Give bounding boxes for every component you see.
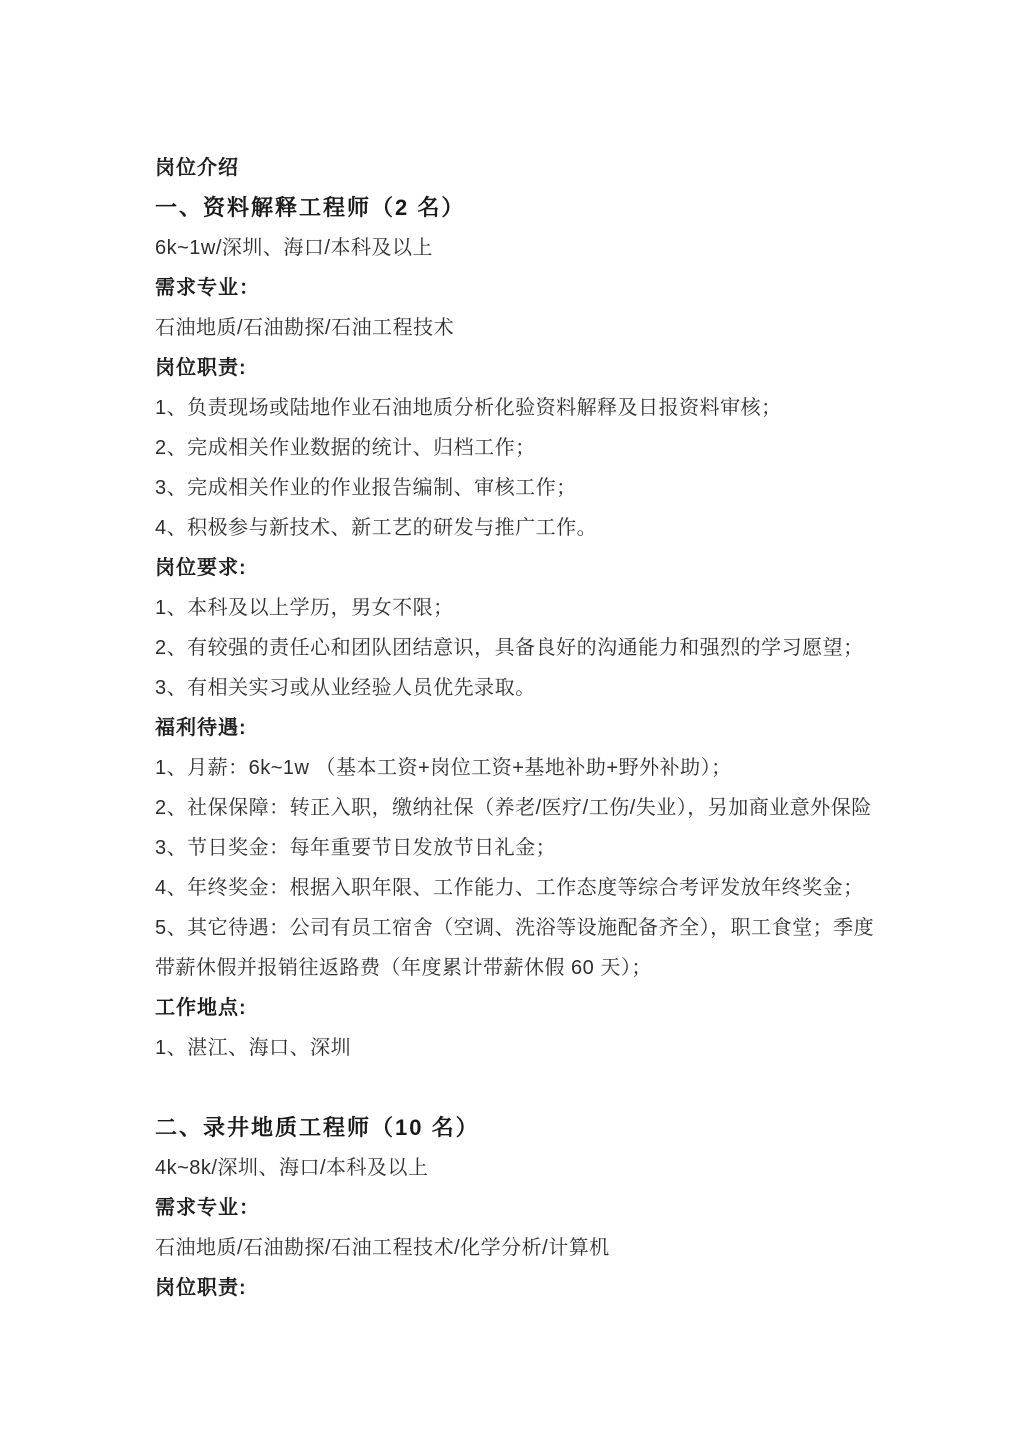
job1-location-item: 1、湛江、海口、深圳 bbox=[155, 1037, 352, 1059]
job1-benefit-item: 3、节日奖金：每年重要节日发放节日礼金； bbox=[155, 837, 557, 859]
job1-benefit-item: 5、其它待遇：公司有员工宿舍（空调、洗浴等设施配备齐全），职工食堂；季度 bbox=[155, 917, 875, 939]
job1-benefits-heading: 福利待遇: bbox=[155, 717, 247, 739]
job1-duties-heading: 岗位职责: bbox=[155, 357, 247, 379]
job1-requirements-heading: 岗位要求: bbox=[155, 557, 247, 579]
job1-requirement-item: 3、有相关实习或从业经验人员优先录取。 bbox=[155, 677, 536, 699]
job2-majors-heading: 需求专业： bbox=[155, 1197, 260, 1219]
job1-benefit-item: 1、月薪：6k~1w （基本工资+岗位工资+基地补助+野外补助）； bbox=[155, 757, 732, 779]
document-title: 岗位介绍 bbox=[155, 157, 239, 179]
job1-duty-item: 3、完成相关作业的作业报告编制、审核工作； bbox=[155, 477, 577, 499]
section-spacer bbox=[155, 1068, 945, 1108]
job1-benefit-item: 4、年终奖金：根据入职年限、工作能力、工作态度等综合考评发放年终奖金； bbox=[155, 877, 864, 899]
job2-title: 二、录井地质工程师（10 名） bbox=[155, 1115, 480, 1140]
job1-location-heading: 工作地点: bbox=[155, 997, 247, 1019]
job2-duties-heading: 岗位职责: bbox=[155, 1277, 247, 1299]
job1-duty-item: 1、负责现场或陆地作业石油地质分析化验资料解释及日报资料审核； bbox=[155, 397, 782, 419]
job2-summary: 4k~8k/深圳、海口/本科及以上 bbox=[155, 1157, 429, 1179]
job-description-document bbox=[155, 148, 945, 1308]
job1-title: 一、资料解释工程师（2 名） bbox=[155, 195, 466, 220]
job1-requirement-item: 1、本科及以上学历，男女不限； bbox=[155, 597, 454, 619]
job1-benefit-item: 2、社保保障：转正入职，缴纳社保（养老/医疗/工伤/失业），另加商业意外保险 bbox=[155, 797, 872, 819]
job1-duty-item: 2、完成相关作业数据的统计、归档工作； bbox=[155, 437, 536, 459]
job1-summary: 6k~1w/深圳、海口/本科及以上 bbox=[155, 237, 433, 259]
job1-benefit-item-continuation: 带薪休假并报销往返路费（年度累计带薪休假 60 天）； bbox=[155, 957, 652, 979]
job2-majors: 石油地质/石油勘探/石油工程技术/化学分析/计算机 bbox=[155, 1237, 610, 1259]
job1-duty-item: 4、积极参与新技术、新工艺的研发与推广工作。 bbox=[155, 517, 598, 539]
job1-majors: 石油地质/石油勘探/石油工程技术 bbox=[155, 317, 455, 339]
job1-requirement-item: 2、有较强的责任心和团队团结意识，具备良好的沟通能力和强烈的学习愿望； bbox=[155, 637, 864, 659]
job1-majors-heading: 需求专业： bbox=[155, 277, 260, 299]
